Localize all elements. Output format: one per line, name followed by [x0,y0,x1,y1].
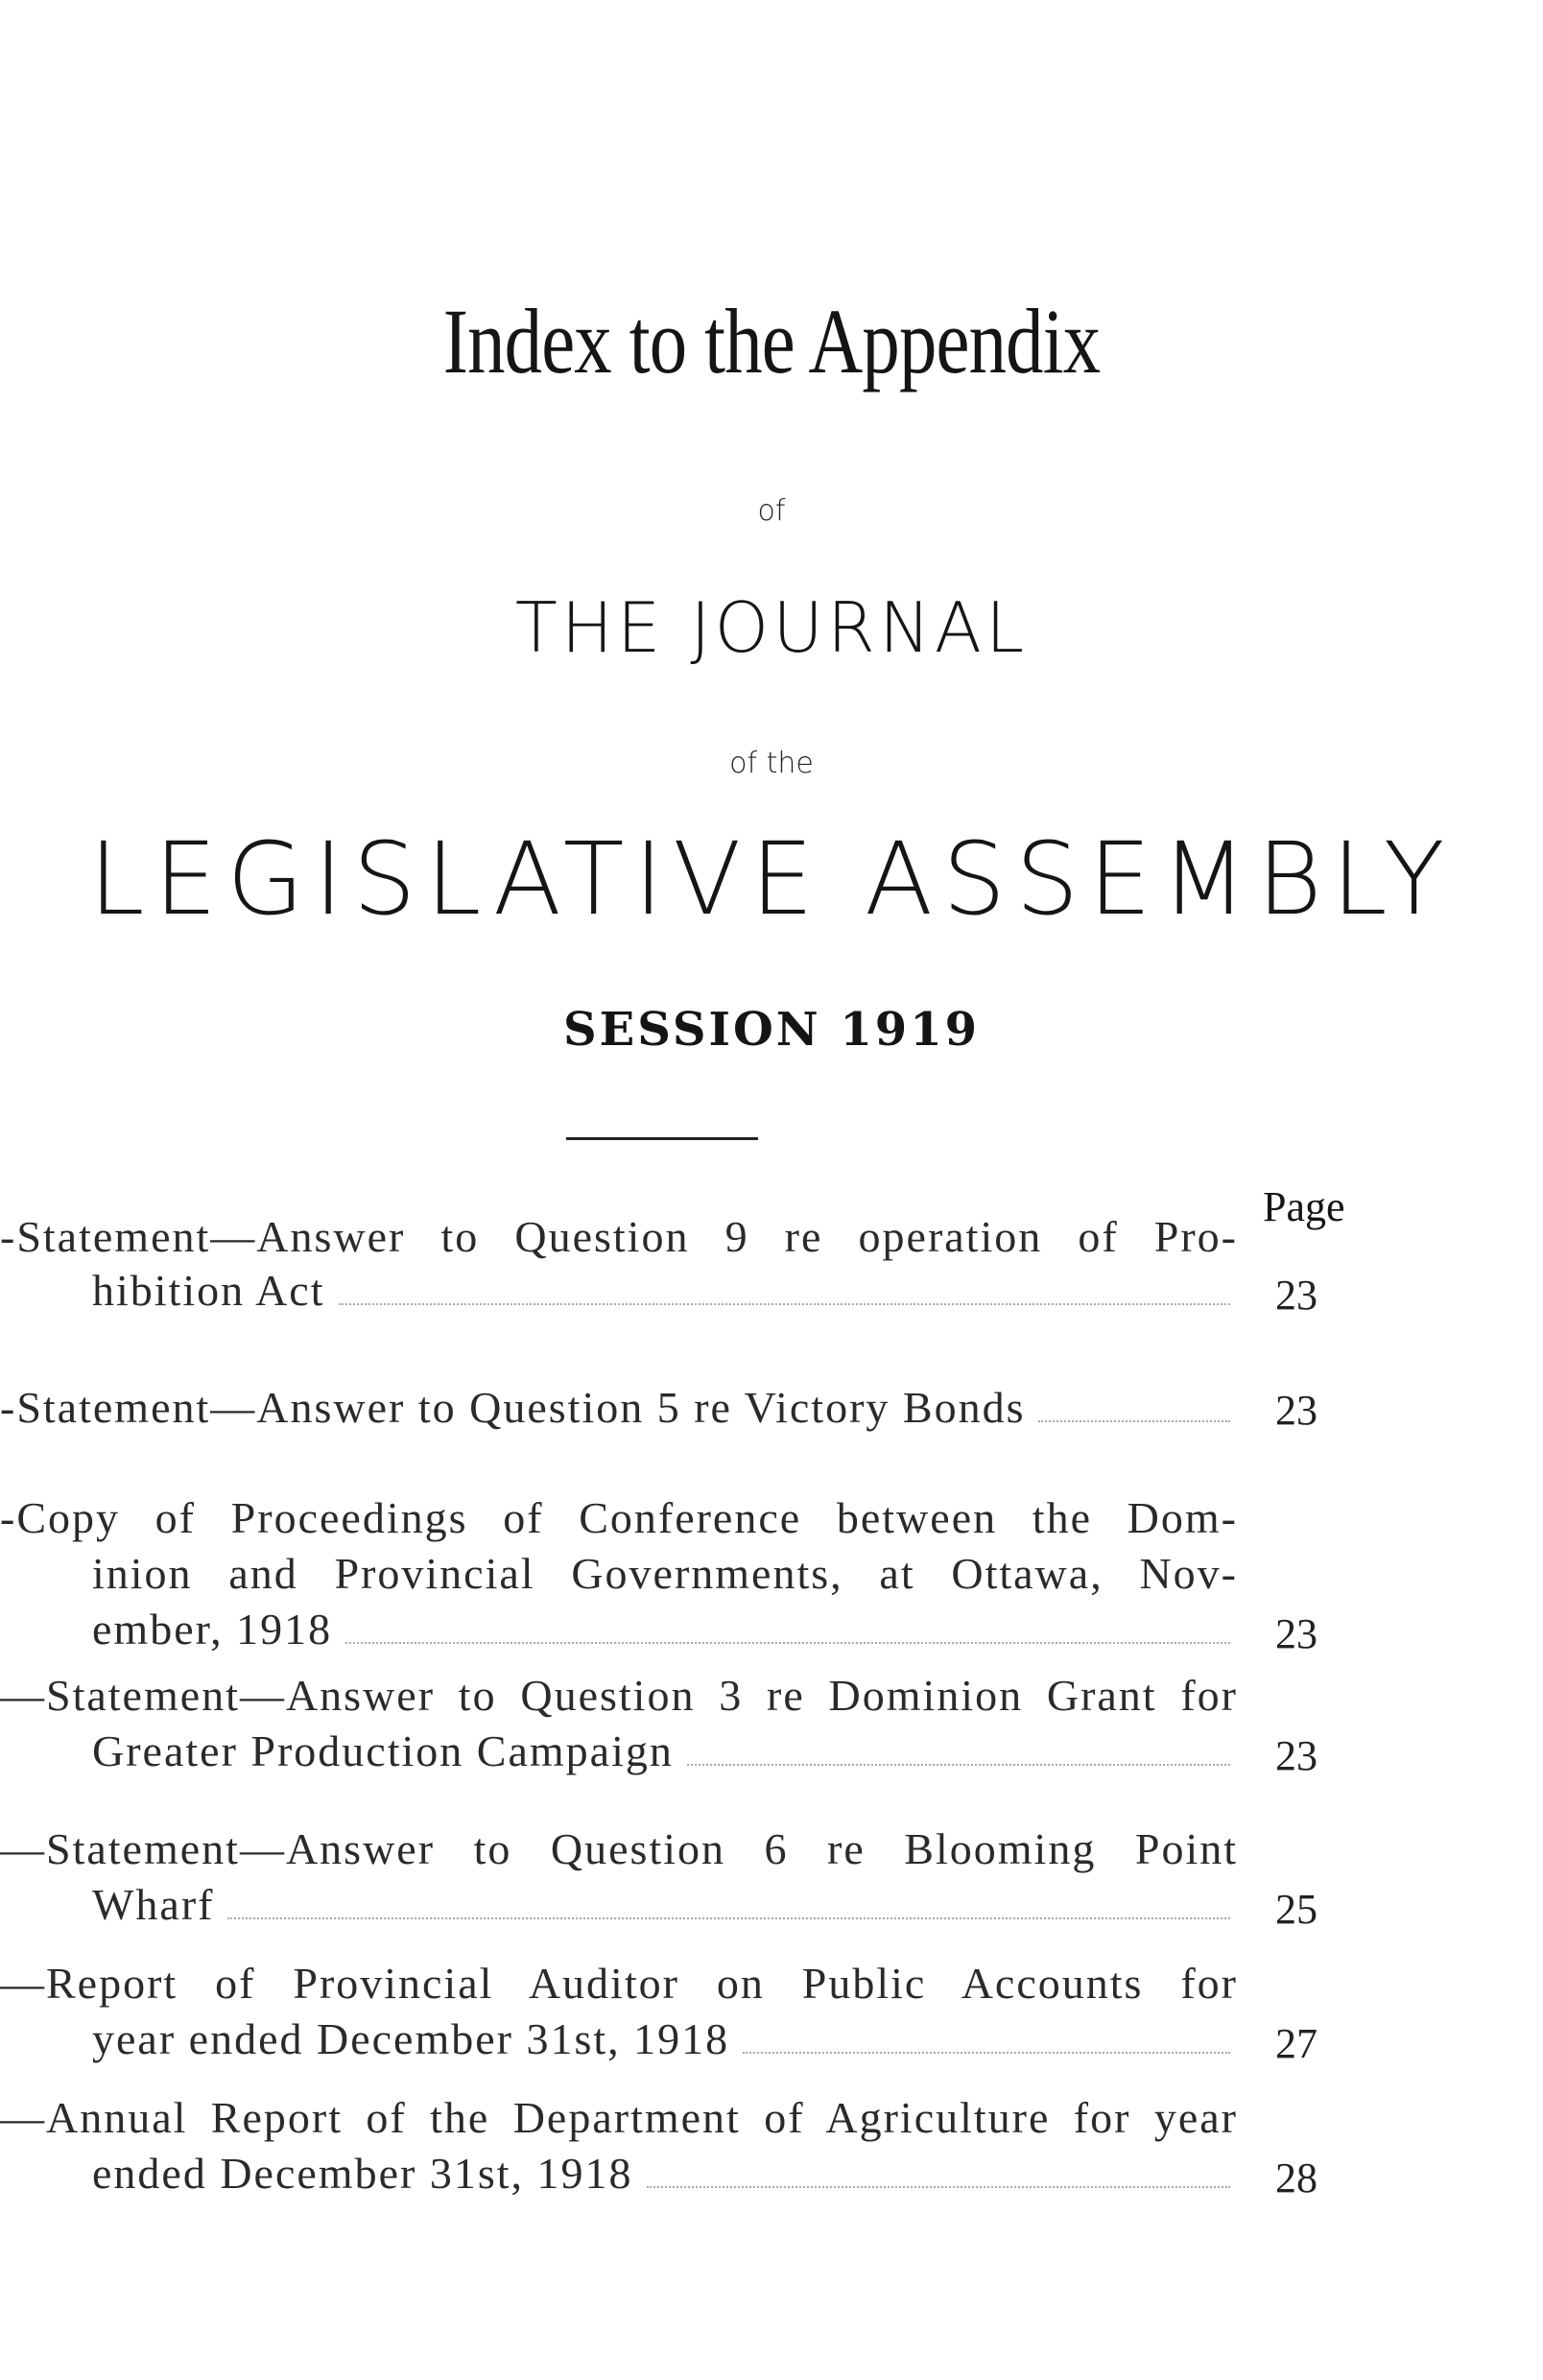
entry-page-number: 23 [1275,1272,1317,1319]
entry-line-last [0,1382,1238,1438]
entry-text: Wharf [92,1880,215,1929]
dot-leader [647,2185,1230,2188]
title-connector-of-the: of the [729,747,814,780]
entry-page-number: 27 [1275,2020,1317,2067]
entry-text: Greater Production Campaign [92,1726,674,1775]
dot-leader [687,1763,1230,1766]
session-heading: SESSION 1919 [563,1003,980,1057]
entry-line-last [92,1604,1238,1659]
entry-page-number: 23 [1275,1610,1317,1657]
entry-text: year ended December 31st, 1918 [92,2014,730,2063]
entry-line: —Statement—Answer to Question 6 re Blooming Point [0,1824,1238,1873]
entry-line: -Statement—Answer to Question 9 re operation of Pro- [0,1212,1238,1261]
divider-rule [566,1137,758,1140]
entry-page-number: 28 [1275,2154,1317,2202]
dot-leader [345,1641,1230,1644]
dot-leader [743,2051,1230,2054]
assembly-heading: LEGISLATIVE ASSEMBLY [88,821,1455,938]
entry-line-last [92,1879,1238,1935]
entry-text: ended December 31st, 1918 [92,2149,633,2198]
dot-leader [339,1302,1231,1305]
entry-line-last [92,2148,1238,2203]
page-column-header: Page [1263,1183,1345,1230]
entry-line: inion and Provincial Governments, at Ottawa, Nov- [92,1549,1238,1598]
entry-page-number: 25 [1275,1886,1317,1933]
entry-page-number: 23 [1275,1732,1317,1779]
entry-page-number: 23 [1275,1387,1317,1434]
entry-line-last [92,1265,1238,1321]
entry-line-last [92,1726,1238,1781]
dot-leader [1038,1419,1230,1422]
entry-line: -Copy of Proceedings of Conference between the Dom- [0,1493,1238,1542]
entry-line: —Statement—Answer to Question 3 re Dominion Grant for [0,1671,1238,1720]
entry-text: hibition Act [92,1266,325,1315]
entry-line-last [92,2013,1238,2069]
title-connector-of: of [757,494,786,528]
entry-text: ember, 1918 [92,1605,333,1654]
page-title: Index to the Appendix [442,290,1101,393]
entry-text: -Statement—Answer to Question 5 re Victory Bonds [0,1383,1026,1432]
dot-leader [227,1916,1230,1919]
entry-line: —Annual Report of the Department of Agriculture for year [0,2093,1238,2142]
journal-heading: THE JOURNAL [514,587,1029,668]
entry-line: —Report of Provincial Auditor on Public Accounts for [0,1959,1238,2008]
